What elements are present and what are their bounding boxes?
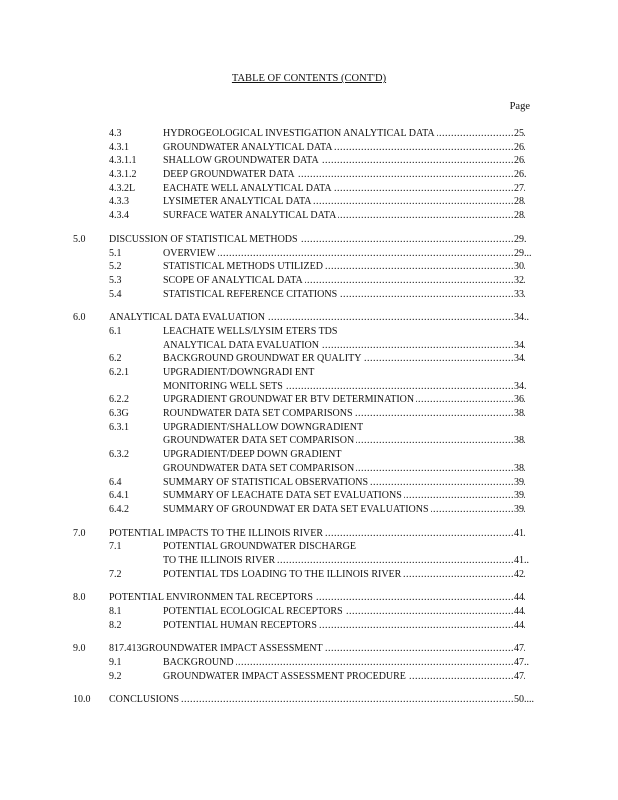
toc-entry-text-wrap xyxy=(163,656,526,670)
toc-entry-text-wrap xyxy=(163,195,526,209)
toc-entry-title: UPGRADIENT/SHALLOW DOWNGRADIENT xyxy=(163,421,364,433)
toc-entry xyxy=(0,503,618,517)
page-title: TABLE OF CONTENTS (CONT'D) xyxy=(231,73,387,84)
toc-entry-number: 9.1 xyxy=(109,657,122,669)
toc-entry xyxy=(0,670,618,684)
toc-entry-text-wrap xyxy=(163,489,526,503)
toc-entry xyxy=(0,260,618,274)
toc-entry-text-wrap xyxy=(163,339,526,353)
toc-entry-number: 7.0 xyxy=(73,527,86,539)
toc-entry-page: 25 xyxy=(514,128,524,139)
toc-entry-page: 38 xyxy=(514,462,524,474)
toc-entry-title: GROUNDWATER ANALYTICAL DATA xyxy=(163,141,333,153)
toc-entry-title: POTENTIAL HUMAN RECEPTORS xyxy=(163,619,317,631)
toc-entry-text-wrap xyxy=(109,591,526,605)
toc-entry-title: ANALYTICAL DATA EVALUATION xyxy=(109,312,265,324)
toc-entry-text-wrap xyxy=(109,527,526,541)
toc-entry-page: 44 xyxy=(514,592,524,604)
toc-entry-title: EACHATE WELL ANALYTICAL DATA xyxy=(163,182,332,194)
toc-entry-text-wrap xyxy=(163,568,526,582)
toc-entry-number: 10.0 xyxy=(73,694,91,706)
toc-entry xyxy=(0,489,618,503)
toc-entry xyxy=(0,407,618,421)
toc-entry xyxy=(0,352,618,366)
toc-entry-number: 6.4.1 xyxy=(109,490,129,502)
toc-entry xyxy=(0,656,618,670)
toc-entry-page: 39 xyxy=(514,490,524,502)
toc-entry xyxy=(0,209,618,223)
toc-entry-text-wrap xyxy=(163,260,526,274)
toc-entry-title: ROUNDWATER DATA SET COMPARISONS xyxy=(163,408,353,420)
toc-entry-page: 39 xyxy=(514,476,524,488)
toc-entry xyxy=(0,366,618,380)
toc-entry-text-wrap xyxy=(163,352,526,366)
table-of-contents xyxy=(0,127,618,707)
toc-entry-page: 47 xyxy=(514,670,524,682)
toc-entry-page: 27 xyxy=(514,182,524,194)
toc-entry-title: CONCLUSIONS xyxy=(109,694,180,706)
toc-entry xyxy=(0,619,618,633)
toc-entry-text-wrap xyxy=(109,311,526,325)
toc-entry xyxy=(0,568,618,582)
toc-entry xyxy=(0,540,618,554)
toc-entry-text-wrap xyxy=(163,154,526,168)
toc-entry-number: 5.0 xyxy=(73,233,86,245)
toc-entry-page: 38 xyxy=(514,435,524,447)
toc-entry-title: STATISTICAL REFERENCE CITATIONS xyxy=(163,288,338,300)
toc-entry-text-wrap xyxy=(163,325,526,339)
toc-entry-page: 32 xyxy=(514,274,524,286)
toc-entry xyxy=(0,311,618,325)
toc-entry-text-wrap xyxy=(163,393,526,407)
toc-entry-page: 36 xyxy=(514,394,524,406)
toc-entry-page: 26 xyxy=(514,155,524,167)
toc-entry-text-wrap xyxy=(163,421,526,435)
toc-entry-page: 33 xyxy=(514,288,524,300)
toc-entry-page: 34 xyxy=(514,339,524,351)
toc-entry-page: 29. xyxy=(514,233,527,245)
toc-entry-page: 47.. xyxy=(514,657,529,669)
toc-entry-title: 817.413GROUNDWATER IMPACT ASSESSMENT xyxy=(109,643,323,655)
toc-entry-title: HYDROGEOLOGICAL INVESTIGATION ANALYTICAL DATA xyxy=(163,128,435,139)
toc-entry-title: GROUNDWATER DATA SET COMPARISON xyxy=(163,462,355,474)
toc-entry-number: 6.4.2 xyxy=(109,503,129,515)
toc-entry-number: 5.4 xyxy=(109,288,122,300)
toc-entry-number: 5.2 xyxy=(109,261,122,273)
toc-entry xyxy=(0,288,618,302)
toc-entry-text-wrap xyxy=(109,693,526,707)
toc-entry-page: 34.. xyxy=(514,312,529,324)
toc-entry-title: POTENTIAL ENVIRONMEN TAL RECEPTORS xyxy=(109,592,313,604)
toc-entry-page: 30 xyxy=(514,261,524,273)
toc-entry-number: 6.2.2 xyxy=(109,394,129,406)
toc-entry-number: 6.1 xyxy=(109,325,122,337)
toc-entry-title: LYSIMETER ANALYTICAL DATA xyxy=(163,196,312,208)
toc-entry-title: DEEP GROUNDWATER DATA xyxy=(163,169,295,181)
toc-entry-page: 39 xyxy=(514,503,524,515)
toc-entry xyxy=(0,448,618,462)
toc-entry-page: 26. xyxy=(514,169,527,181)
toc-entry-text-wrap xyxy=(163,407,526,421)
toc-entry-title: GROUNDWATER IMPACT ASSESSMENT PROCEDURE xyxy=(163,670,406,682)
toc-entry xyxy=(0,462,618,476)
toc-entry-page: 26 xyxy=(514,141,524,153)
toc-entry-number: 6.3.1 xyxy=(109,421,129,433)
toc-entry-text-wrap xyxy=(163,605,526,619)
toc-entry-page: 38 xyxy=(514,408,524,420)
toc-entry-text-wrap xyxy=(163,380,526,394)
toc-entry-text-wrap xyxy=(163,288,526,302)
toc-entry-page: 41 xyxy=(514,527,524,539)
toc-entry-page: 42 xyxy=(514,568,524,580)
toc-entry-title: OVERVIEW xyxy=(163,247,216,259)
toc-entry-number: 8.0 xyxy=(73,592,86,604)
toc-entry-text-wrap xyxy=(163,540,526,554)
toc-entry-text-wrap xyxy=(163,476,526,490)
toc-entry-text-wrap xyxy=(163,448,526,462)
toc-entry-text-wrap xyxy=(163,247,526,261)
toc-entry-page: 28 xyxy=(514,196,524,208)
toc-entry-text-wrap xyxy=(109,642,526,656)
toc-entry xyxy=(0,141,618,155)
toc-entry-title: BACKGROUND GROUNDWAT ER QUALITY xyxy=(163,353,362,365)
toc-entry xyxy=(0,476,618,490)
toc-entry-number: 6.0 xyxy=(73,312,86,324)
toc-entry-text-wrap xyxy=(163,554,526,568)
toc-entry xyxy=(0,182,618,196)
toc-entry-text-wrap xyxy=(163,366,526,380)
toc-entry xyxy=(0,591,618,605)
toc-entry xyxy=(0,168,618,182)
toc-entry-text-wrap xyxy=(163,503,526,517)
toc-entry-page: 28 xyxy=(514,210,524,222)
toc-entry-page: 41.. xyxy=(514,554,529,566)
toc-entry-title: GROUNDWATER DATA SET COMPARISON xyxy=(163,435,355,447)
toc-entry-title: POTENTIAL ECOLOGICAL RECEPTORS xyxy=(163,606,343,617)
toc-entry xyxy=(0,527,618,541)
toc-entry xyxy=(0,154,618,168)
toc-entry xyxy=(0,434,618,448)
toc-entry-number: 4.3.4 xyxy=(109,210,129,222)
toc-entry-title: BACKGROUND xyxy=(163,657,234,669)
toc-entry-title: POTENTIAL GROUNDWATER DISCHARGE xyxy=(163,541,356,553)
toc-entry-title: SCOPE OF ANALYTICAL DATA xyxy=(163,274,303,286)
toc-entry-number: 4.3 xyxy=(109,128,122,139)
toc-entry-number: 6.2 xyxy=(109,353,122,365)
page-column-label: Page xyxy=(509,101,530,112)
toc-entry xyxy=(0,233,618,247)
toc-entry-page: 29... xyxy=(514,247,532,259)
toc-entry-number: 8.2 xyxy=(109,619,122,631)
toc-entry-page: 34 xyxy=(514,353,524,365)
toc-entry-number: 7.2 xyxy=(109,568,122,580)
toc-entry-title: DISCUSSION OF STATISTICAL METHODS xyxy=(109,233,298,245)
toc-entry-title: ANALYTICAL DATA EVALUATION xyxy=(163,339,319,351)
toc-entry-number: 4.3.1.2 xyxy=(109,169,137,181)
toc-entry-title: TO THE ILLINOIS RIVER xyxy=(163,554,276,566)
toc-entry-number: 5.1 xyxy=(109,247,122,259)
toc-entry-number: 4.3.3 xyxy=(109,196,129,208)
toc-entry xyxy=(0,325,618,339)
toc-entry-text-wrap xyxy=(163,127,526,141)
toc-entry-text-wrap xyxy=(163,462,526,476)
toc-entry-page: 50.... xyxy=(514,694,534,706)
toc-entry-number: 6.2.1 xyxy=(109,367,129,378)
toc-entry-title: POTENTIAL TDS LOADING TO THE ILLINOIS RIVER xyxy=(163,568,402,580)
toc-entry-page: 44 xyxy=(514,606,524,617)
toc-entry-title: SUMMARY OF GROUNDWAT ER DATA SET EVALUATIONS xyxy=(163,503,429,515)
toc-entry-text-wrap xyxy=(163,182,526,196)
toc-entry-title: SUMMARY OF STATISTICAL OBSERVATIONS xyxy=(163,476,369,488)
toc-entry-title: SHALLOW GROUNDWATER DATA xyxy=(163,155,319,167)
toc-entry-number: 5.3 xyxy=(109,274,122,286)
toc-entry xyxy=(0,380,618,394)
toc-entry-number: 9.2 xyxy=(109,670,122,682)
toc-entry xyxy=(0,693,618,707)
toc-entry xyxy=(0,195,618,209)
toc-entry-number: 6.3.2 xyxy=(109,449,129,461)
toc-entry-page: 34. xyxy=(514,380,527,392)
toc-entry xyxy=(0,247,618,261)
toc-entry xyxy=(0,605,618,619)
toc-entry-title: UPGRADIENT GROUNDWAT ER BTV DETERMINATION xyxy=(163,394,415,406)
toc-entry-title: SUMMARY OF LEACHATE DATA SET EVALUATIONS xyxy=(163,490,402,502)
toc-entry-title: UPGRADIENT/DEEP DOWN GRADIENT xyxy=(163,449,342,461)
toc-entry xyxy=(0,393,618,407)
toc-entry-text-wrap xyxy=(109,233,526,247)
toc-entry xyxy=(0,421,618,435)
toc-entry-page: 44 xyxy=(514,619,524,631)
toc-entry-page: 47 xyxy=(514,643,524,655)
toc-entry-text-wrap xyxy=(163,670,526,684)
toc-entry-number: 8.1 xyxy=(109,606,122,617)
toc-entry-number: 7.1 xyxy=(109,541,122,553)
toc-entry-number: 4.3.1 xyxy=(109,141,129,153)
toc-entry xyxy=(0,339,618,353)
toc-entry xyxy=(0,554,618,568)
toc-entry-number: 6.4 xyxy=(109,476,122,488)
toc-entry xyxy=(0,274,618,288)
toc-entry-number: 9.0 xyxy=(73,643,86,655)
toc-entry-title: MONITORING WELL SETS xyxy=(163,380,283,392)
toc-entry-text-wrap xyxy=(163,274,526,288)
toc-entry-number: 6.3G xyxy=(109,408,129,420)
toc-entry-text-wrap xyxy=(163,141,526,155)
toc-entry-text-wrap xyxy=(163,434,526,448)
toc-entry-title: STATISTICAL METHODS UTILIZED xyxy=(163,261,323,273)
toc-entry-text-wrap xyxy=(163,168,526,182)
toc-entry-text-wrap xyxy=(163,209,526,223)
toc-entry-number: 4.3.1.1 xyxy=(109,155,137,167)
toc-entry-title: UPGRADIENT/DOWNGRADI ENT xyxy=(163,367,315,378)
toc-entry-title: POTENTIAL IMPACTS TO THE ILLINOIS RIVER xyxy=(109,527,323,539)
toc-entry xyxy=(0,127,618,141)
toc-entry-text-wrap xyxy=(163,619,526,633)
toc-entry-title: SURFACE WATER ANALYTICAL DATA xyxy=(163,210,337,222)
toc-entry-title: LEACHATE WELLS/LYSIM ETERS TDS xyxy=(163,325,338,337)
toc-entry-number: 4.3.2L xyxy=(109,182,136,194)
toc-entry xyxy=(0,642,618,656)
